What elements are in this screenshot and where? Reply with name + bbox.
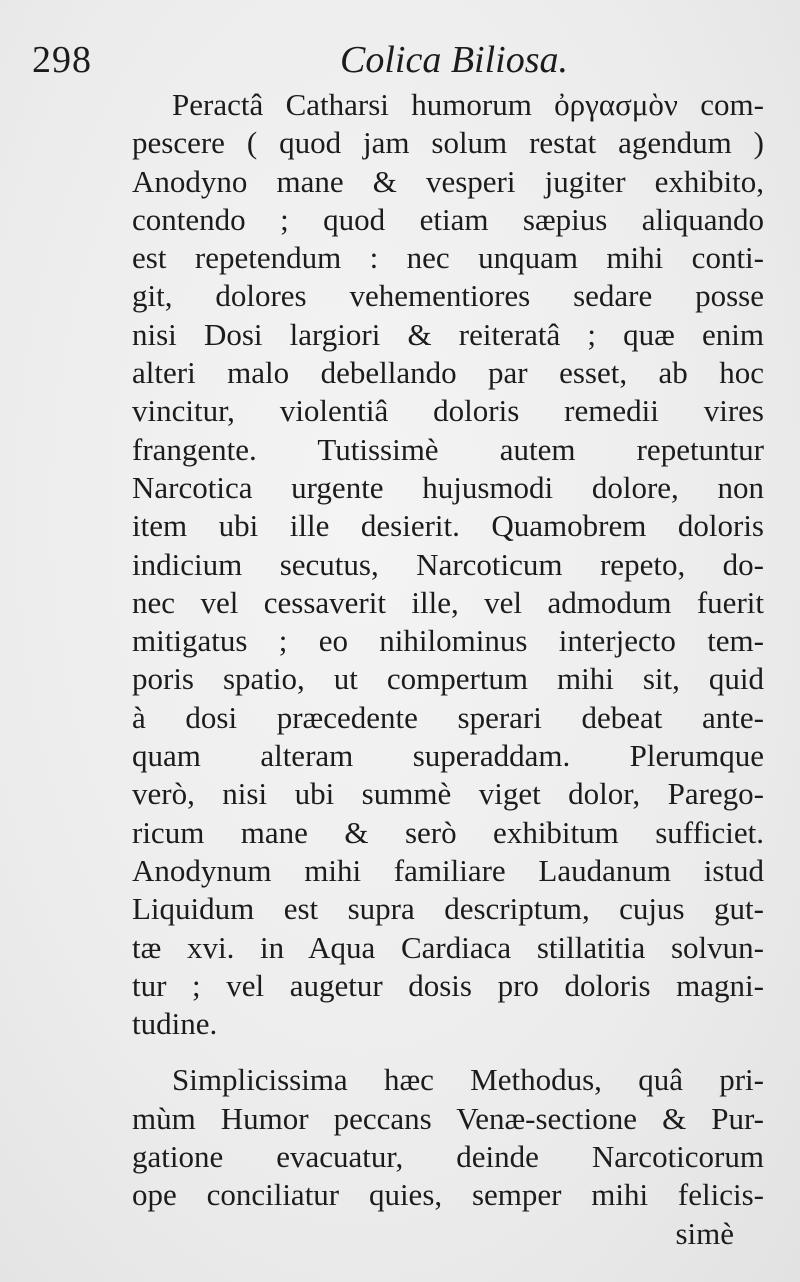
text-line: quam alteram superaddam. Plerumque — [132, 738, 764, 774]
text-line: git, dolores vehementiores sedare posse — [132, 278, 764, 314]
paragraph-1 — [132, 86, 764, 1043]
text-line: indicium secutus, Narcoticum repeto, do- — [132, 546, 764, 582]
running-title: Colica Biliosa. — [340, 39, 568, 81]
text-line: nec vel cessaverit ille, vel admodum fuerit — [132, 584, 764, 620]
text-line: Simplicissima hæc Methodus, quâ pri- — [172, 1062, 764, 1098]
text-line: vincitur, violentiâ doloris remedii vires — [132, 393, 764, 429]
text-line: Liquidum est supra descriptum, cujus gut- — [132, 891, 764, 927]
text-line: gatione evacuatur, deinde Narcoticorum — [132, 1139, 764, 1175]
text-line: pescere ( quod jam solum restat agendum ) — [132, 125, 764, 161]
text-line: mitigatus ; eo nihilominus interjecto tem- — [132, 623, 764, 659]
text-line: Anodynum mihi familiare Laudanum istud — [132, 852, 764, 888]
text-line: tur ; vel augetur dosis pro doloris magni- — [132, 967, 764, 1003]
text-line: ope conciliatur quies, semper mihi felicis- — [132, 1177, 764, 1213]
text-line: Narcotica urgente hujusmodi dolore, non — [132, 469, 764, 505]
page-number: 298 — [32, 39, 92, 81]
paragraph-2 — [132, 1061, 764, 1214]
text-line: est repetendum : nec unquam mihi conti- — [132, 240, 764, 276]
catchword: simè — [675, 1215, 734, 1251]
text-line: frangente. Tutissimè autem repetuntur — [132, 431, 764, 467]
text-line: à dosi præcedente sperari debeat ante- — [132, 699, 764, 735]
text-line: Peractâ Catharsi humorum ὀργασμὸν com- — [172, 87, 764, 122]
paragraph-gap — [132, 1043, 764, 1061]
text-line: item ubi ille desierit. Quamobrem doloris — [132, 508, 764, 544]
text-line: tæ xvi. in Aqua Cardiaca stillatitia solvun- — [132, 929, 764, 965]
text-line: Anodyno mane & vesperi jugiter exhibito, — [132, 163, 764, 199]
text-line: ricum mane & serò exhibitum sufficiet. — [132, 814, 764, 850]
body-text — [132, 86, 764, 1253]
text-line: alteri malo debellando par esset, ab hoc — [132, 355, 764, 391]
text-line: nisi Dosi largiori & reiteratâ ; quæ enim — [132, 316, 764, 352]
text-line: tudine. — [132, 1006, 218, 1042]
text-line: verò, nisi ubi summè viget dolor, Parego- — [132, 776, 764, 812]
text-line: contendo ; quod etiam sæpius aliquando — [132, 201, 764, 237]
text-line: poris spatio, ut compertum mihi sit, quid — [132, 661, 764, 697]
text-line: mùm Humor peccans Venæ-sectione & Pur- — [132, 1100, 764, 1136]
